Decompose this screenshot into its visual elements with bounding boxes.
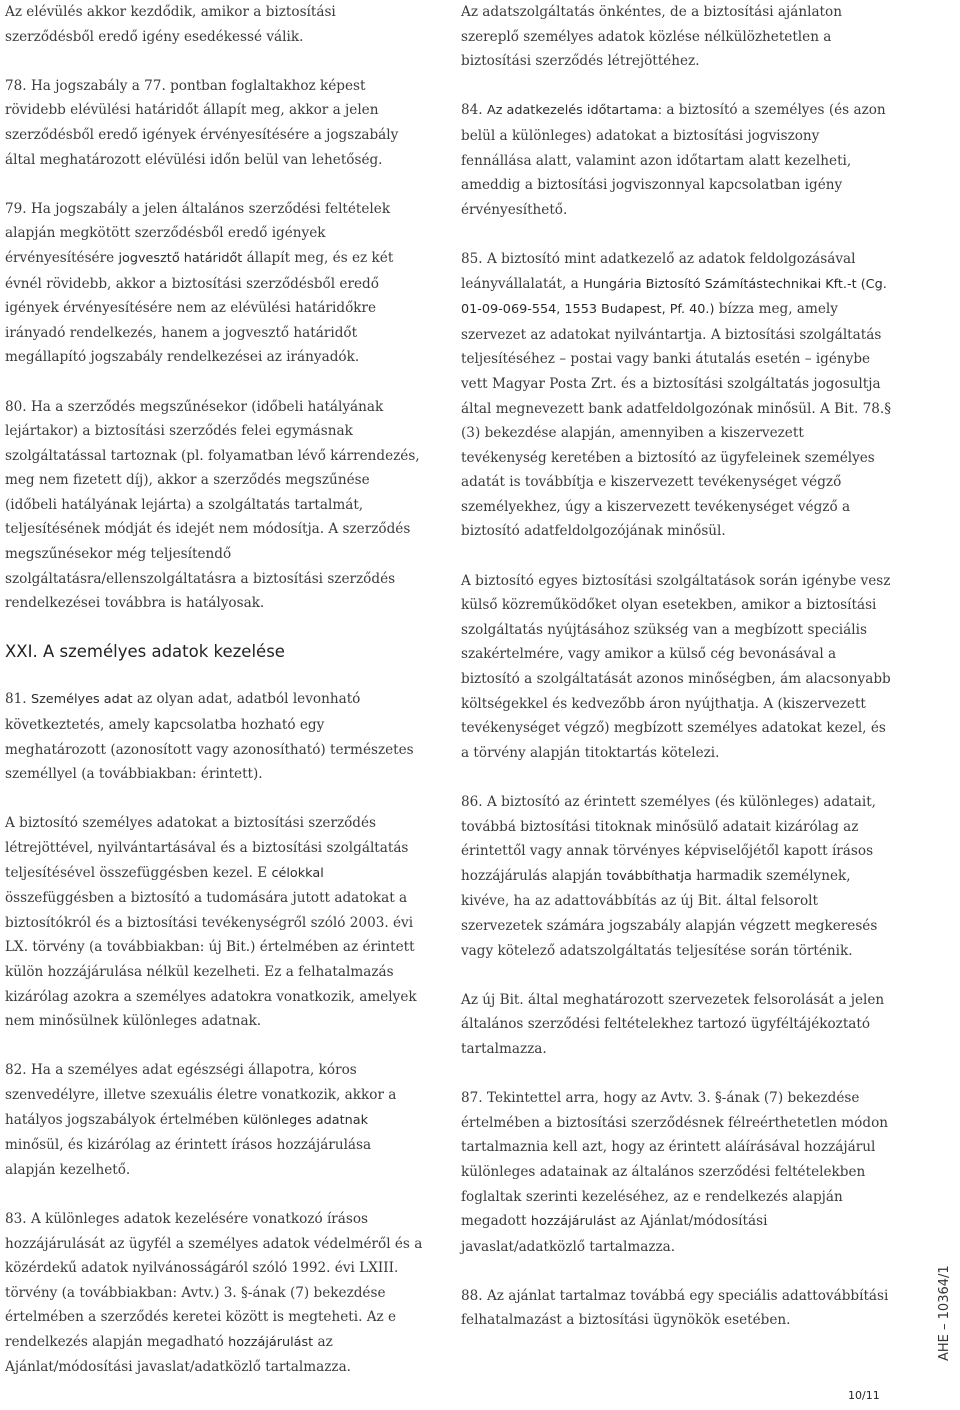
emphasis-szemelyes-adat: Személyes adat <box>30 692 133 708</box>
emphasis-hozzajarulast: hozzájárulást <box>228 1334 314 1350</box>
paragraph-86 <box>461 790 893 963</box>
paragraph-top: Az adatszolgáltatás önkéntes, de a biztosítási ajánlaton szereplő személyes adatok közlése nélkülözhetetlen a biztosítási szerződés létrejöttéhez. <box>461 4 842 70</box>
text: minősül, és kizárólag az érintett írásos hozzájárulása alapján kezelhető. <box>5 1137 372 1178</box>
paragraph-83 <box>5 1207 423 1380</box>
paragraph-81b <box>5 811 423 1033</box>
paragraph-82 <box>5 1058 423 1182</box>
paragraph-78: 78. Ha jogszabály a 77. pontban foglaltakhoz képest rövidebb elévülési határidőt állapít meg, akkor a jelen szerződésből eredő igények érvényesítésére a jogszabály által meghatározott elévülési időn belül van lehetőség. <box>5 77 399 168</box>
page-number: 10/11 <box>848 1389 880 1402</box>
emphasis-celokkal: célokkal <box>271 865 324 881</box>
paragraph-85b: A biztosító egyes biztosítási szolgáltatások során igénybe vesz külső közreműködőket olyan esetekben, amikor a biztosítási szolgáltatás nyújtásához szükség van a megbízott speciális szakértelmére, vagy amikor a külső cég bevonásával a biztosító a szolgáltatását azonos minőségben, ám alacsonyabb költségekkel és kedvezőbb áron nyújthatja. A (kiszervezett tevékenységet végző) megbízott személyes adatokat kezel, és a törvény alapján titoktartás kötelezi. <box>461 572 891 761</box>
emphasis-hozzajarulast: hozzájárulást <box>530 1214 616 1230</box>
text: az Ajánlat/módosítási javaslat/adatközlő tartalmazza. <box>5 1333 351 1376</box>
paragraph-86b: Az új Bit. által meghatározott szervezetek felsorolását a jelen általános szerződési feltételekhez tartozó ügyféltájékoztató tartalmazza. <box>461 991 885 1057</box>
text: A biztosító személyes adatokat a biztosítási szerződés létrejöttével, nyilvántartásával és a biztosítási szolgáltatás teljesítésével összefüggésben kezel. E <box>5 815 409 881</box>
text: a biztosító a személyes (és azon belül a különleges) adatokat a biztosítási jogviszony fennállása alatt, valamint azon időtartam alatt kezelheti, ameddig a biztosítási jogviszonnyal kapcsolatban igény érvényesíthető. <box>461 102 886 218</box>
paragraph-85 <box>461 247 893 544</box>
document-code: AHE – 10364/1 <box>937 1265 952 1361</box>
text: állapít meg, és ez két évnél rövidebb, akkor a biztosítási szerződésből eredő igények érvényesítésére nem az elévülési határidőkre irányadó rendelkezés, hanem a jogvesztő határidőt megállapító jogszabály rendelkezései az irányadók. <box>5 249 394 366</box>
text: az olyan adat, adatból levonható következtetés, amely kapcsolatba hozható egy meghatározott (azonosított vagy azonosítható) természetes személlyel (a továbbiakban: érintett). <box>5 691 414 783</box>
text: 82. Ha a személyes adat egészségi állapotra, kóros szenvedélyre, illetve szexuális életre vonatkozik, akkor a hatályos jogszabályok értelmében <box>5 1062 397 1128</box>
left-column <box>5 0 423 1405</box>
text: az Ajánlat/módosítási javaslat/adatközlő tartalmazza. <box>461 1213 768 1255</box>
text: harmadik személynek, kivéve, ha az adattovábbítás az új Bit. által felsorolt szervezetek számára jogszabály alapján végzett megkeresés vagy kötelező adatszolgáltatás teljesítése során történik. <box>461 867 878 959</box>
paragraph-87 <box>461 1086 893 1259</box>
right-column <box>461 0 893 1358</box>
text: bízza meg, amely szervezet az adatokat nyilvántartja. A biztosítási szolgáltatás teljesítéséhez – postai vagy banki átutalás esetén – igénybe vett Magyar Posta Zrt. és a biztosítási szolgáltatás jogosultja által megnevezett bank adatfeldolgozónak minősül. A Bit. 78.§ (3) bekezdése alapján, amennyiben a kiszervezett tevékenység keretében a biztosító az ügyfeleinek személyes adatát is továbbítja e kiszervezett tevékenységet végző személyekhez, úgy a kiszervezett tevékenységet végző a biztosító adatfeldolgozójának minősül. <box>461 301 891 540</box>
section-heading: XXI. A személyes adatok kezelése <box>5 642 285 662</box>
paragraph-intro: Az elévülés akkor kezdődik, amikor a biztosítási szerződésből eredő igény esedékessé válik. <box>5 4 336 45</box>
text: 87. Tekintettel arra, hogy az Avtv. 3. §-ának (7) bekezdése értelmében a biztosítási szerződésnek félreérthetetlen módon tartalmaznia kell azt, hogy az érintett aláírásával hozzájárul különleges adatainak az általános szerződési feltételekben foglaltak szerinti kezeléséhez, az e rendelkezés alapján megadott <box>461 1090 889 1230</box>
text: 83. A különleges adatok kezelésére vonatkozó írásos hozzájárulását az ügyfél a személyes adatok védelméről és a közérdekű adatok nyilvánosságáról szóló 1992. évi LXIII. törvény (a továbbiakban: Avtv.) 3. §-ának (7) bekezdése értelmében a szerződés keretei között is megteheti. Az e rendelkezés alapján megadható <box>5 1210 423 1350</box>
text: 81. <box>5 691 31 708</box>
text: 85. A biztosító mint adatkezelő az adatok feldolgozásával leányvállalatát, a <box>461 250 856 292</box>
emphasis-tovabbithatja: továbbíthatja <box>606 868 692 884</box>
text: összefüggésben a biztosító a tudomására jutott adatokat a biztosítókról és a biztosítási tevékenységről szóló 2003. évi LX. törvény (a továbbiakban: új Bit.) értelmében az érintett külön hozzájárulása nélkül kezelheti. Ez a felhatalmazás kizárólag azokra a személyes adatokra vonatkozik, amelyek nem minősülnek különleges adatnak. <box>5 890 417 1030</box>
emphasis-adatkezeles-idotartama: Az adatkezelés időtartama: <box>486 103 663 119</box>
emphasis-kulonleges-adatnak: különleges adatnak <box>243 1112 368 1128</box>
text: 84. <box>461 102 487 119</box>
text: 79. Ha jogszabály a jelen általános szerződési feltételek alapján megkötött szerződésből eredő igények érvényesítésére <box>5 200 391 266</box>
emphasis-hungaria-kft: Hungária Biztosító Számítástechnikai Kft.-t (Cg. 01-09-069-554, 1553 Budapest, Pf. 40.) <box>461 276 887 318</box>
paragraph-80: 80. Ha a szerződés megszűnésekor (időbeli hatályának lejártakor) a biztosítási szerződés felei egymásnak szolgáltatással tartoznak (pl. folyamatban lévő kárrendezés, meg nem fizetett díj), akkor a szerződés megszűnése (időbeli hatályának lejárta) a szolgáltatás tartalmát, teljesítésének módját és idejét nem módosítja. A szerződés megszűnésekor még teljesítendő szolgáltatásra/ellenszolgáltatásra a biztosítási szerződés rendelkezései továbbra is hatályosak. <box>5 398 420 612</box>
paragraph-79 <box>5 197 423 370</box>
text: 86. A biztosító az érintett személyes (és különleges) adatait, továbbá biztosítási titoknak minősülő adatait kizárólag az érintettől vagy annak törvényes képviselőjétől kapott írásos hozzájárulás alapján <box>461 794 876 884</box>
paragraph-84 <box>461 98 893 222</box>
emphasis-jogveszto-hatarido: jogvesztő határidőt <box>118 250 243 266</box>
paragraph-81 <box>5 687 423 786</box>
paragraph-88: 88. Az ajánlat tartalmaz továbbá egy speciális adattovábbítási felhatalmazást a biztosítási ügynökök esetében. <box>461 1287 889 1329</box>
